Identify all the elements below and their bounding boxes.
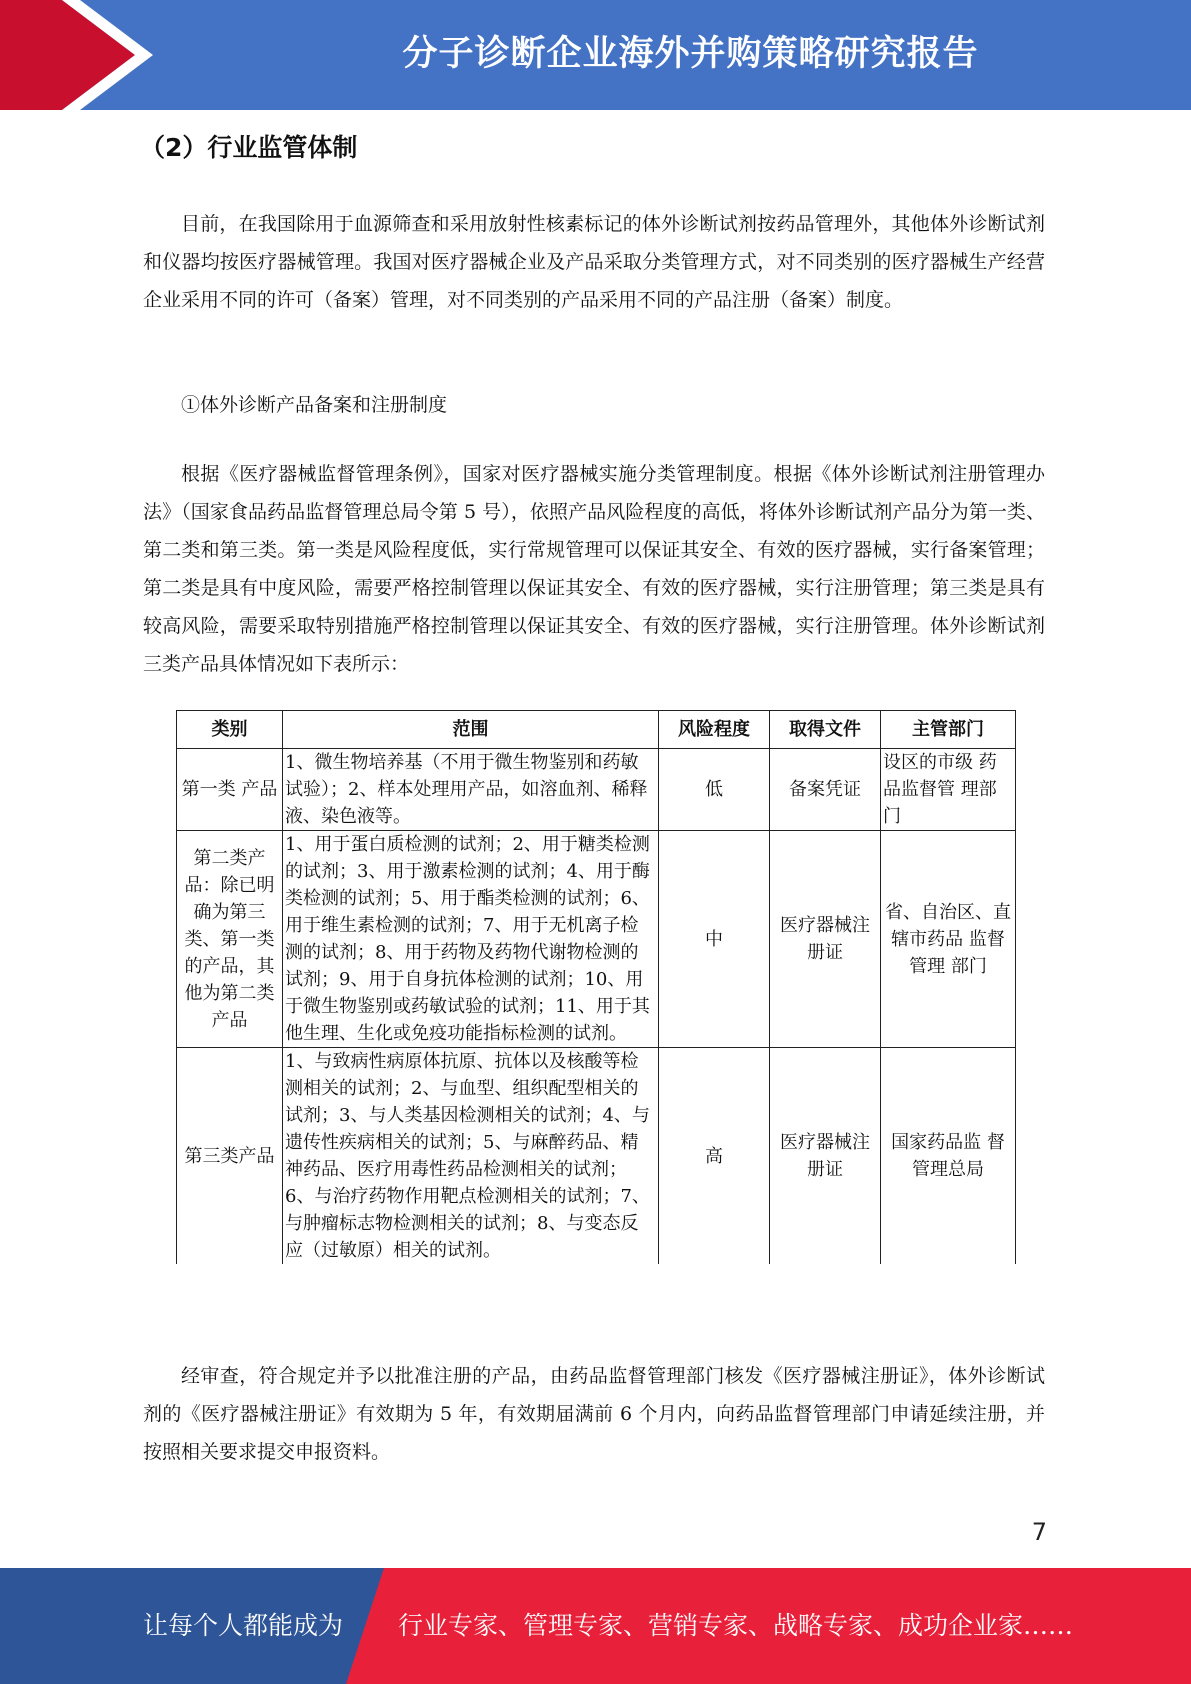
- header-scope: 范围: [283, 711, 659, 749]
- cell-authority: 设区的市级 药品监督管 理部门: [881, 749, 1016, 831]
- footer-slogan-right: 行业专家、管理专家、营销专家、战略专家、成功企业家……: [398, 1611, 1074, 1640]
- cell-authority: 省、自治区、直辖市药品 监督管理 部门: [881, 831, 1016, 1048]
- cell-scope: 1、用于蛋白质检测的试剂；2、用于糖类检测的试剂；3、用于激素检测的试剂；4、用于酶类检测的试剂；5、用于酯类检测的试剂；6、用于维生素检测的试剂；7、用于无机离子检测的试剂；8、用于药物及药物代谢物检测的试剂；9、用于自身抗体检测的试剂；10、用于微生物鉴别或药敏试验的试剂；11、用于其他生理、生化或免疫功能指标检测的试剂。: [283, 831, 659, 1048]
- table-row: [177, 831, 1016, 1048]
- report-title: 分子诊断企业海外并购策略研究报告: [402, 34, 979, 74]
- table-row: [177, 1048, 1016, 1265]
- cell-risk: 中: [659, 831, 770, 1048]
- cell-document: 医疗器械注册证: [770, 831, 881, 1048]
- footer-slogan-left: 让每个人都能成为: [143, 1611, 344, 1640]
- page-footer: [0, 1568, 1191, 1684]
- table-row: [177, 749, 1016, 831]
- page-number: 7: [1031, 1518, 1047, 1546]
- cell-category: 第三类产品: [177, 1048, 283, 1265]
- header-document: 取得文件: [770, 711, 881, 749]
- cell-category: 第二类产品：除已明确为第三类、第一类的产品，其他为第二类产品: [177, 831, 283, 1048]
- header-category: 类别: [177, 711, 283, 749]
- registration-paragraph: 经审查，符合规定并予以批准注册的产品，由药品监督管理部门核发《医疗器械注册证》，体外诊断试剂的《医疗器械注册证》有效期为 5 年，有效期届满前 6 个月内，向药品监督管理部门申请延续注册，并按照相关要求提交申报资料。: [143, 1365, 1045, 1463]
- subsection-title: ①体外诊断产品备案和注册制度: [181, 394, 448, 416]
- cell-authority: 国家药品监 督管理总局: [881, 1048, 1016, 1265]
- cell-scope: 1、微生物培养基（不用于微生物鉴别和药敏试验）；2、样本处理用产品，如溶血剂、稀释液、染色液等。: [283, 749, 659, 831]
- header-authority: 主管部门: [881, 711, 1016, 749]
- cell-document: 医疗器械注册证: [770, 1048, 881, 1265]
- cell-document: 备案凭证: [770, 749, 881, 831]
- cell-risk: 高: [659, 1048, 770, 1265]
- cell-risk: 低: [659, 749, 770, 831]
- cell-category: 第一类 产品: [177, 749, 283, 831]
- section-heading: （2）行业监管体制: [140, 133, 358, 162]
- page-header: [0, 0, 1191, 110]
- table-header-row: [177, 711, 1016, 749]
- cell-scope: 1、与致病性病原体抗原、抗体以及核酸等检测相关的试剂；2、与血型、组织配型相关的试剂；3、与人类基因检测相关的试剂；4、与遗传性疾病相关的试剂；5、与麻醉药品、精神药品、医疗用毒性药品检测相关的试剂；6、与治疗药物作用靶点检测相关的试剂；7、与肿瘤标志物检测相关的试剂；8、与变态反应（过敏原）相关的试剂。: [283, 1048, 659, 1265]
- intro-paragraph: 目前，在我国除用于血源筛查和采用放射性核素标记的体外诊断试剂按药品管理外，其他体外诊断试剂和仪器均按医疗器械管理。我国对医疗器械企业及产品采取分类管理方式，对不同类别的医疗器械生产经营企业采用不同的许可（备案）管理，对不同类别的产品采用不同的产品注册（备案）制度。: [143, 213, 1045, 311]
- header-risk: 风险程度: [659, 711, 770, 749]
- product-class-table: [176, 710, 1016, 1264]
- classification-paragraph: 根据《医疗器械监督管理条例》，国家对医疗器械实施分类管理制度。根据《体外诊断试剂注册管理办法》（国家食品药品监督管理总局令第 5 号），依照产品风险程度的高低，将体外诊断试剂产品分为第一类、第二类和第三类。第一类是风险程度低，实行常规管理可以保证其安全、有效的医疗器械，实行备案管理；第二类是具有中度风险，需要严格控制管理以保证其安全、有效的医疗器械，实行注册管理；第三类是具有较高风险，需要采取特别措施严格控制管理以保证其安全、有效的医疗器械，实行注册管理。体外诊断试剂三类产品具体情况如下表所示：: [143, 463, 1045, 675]
